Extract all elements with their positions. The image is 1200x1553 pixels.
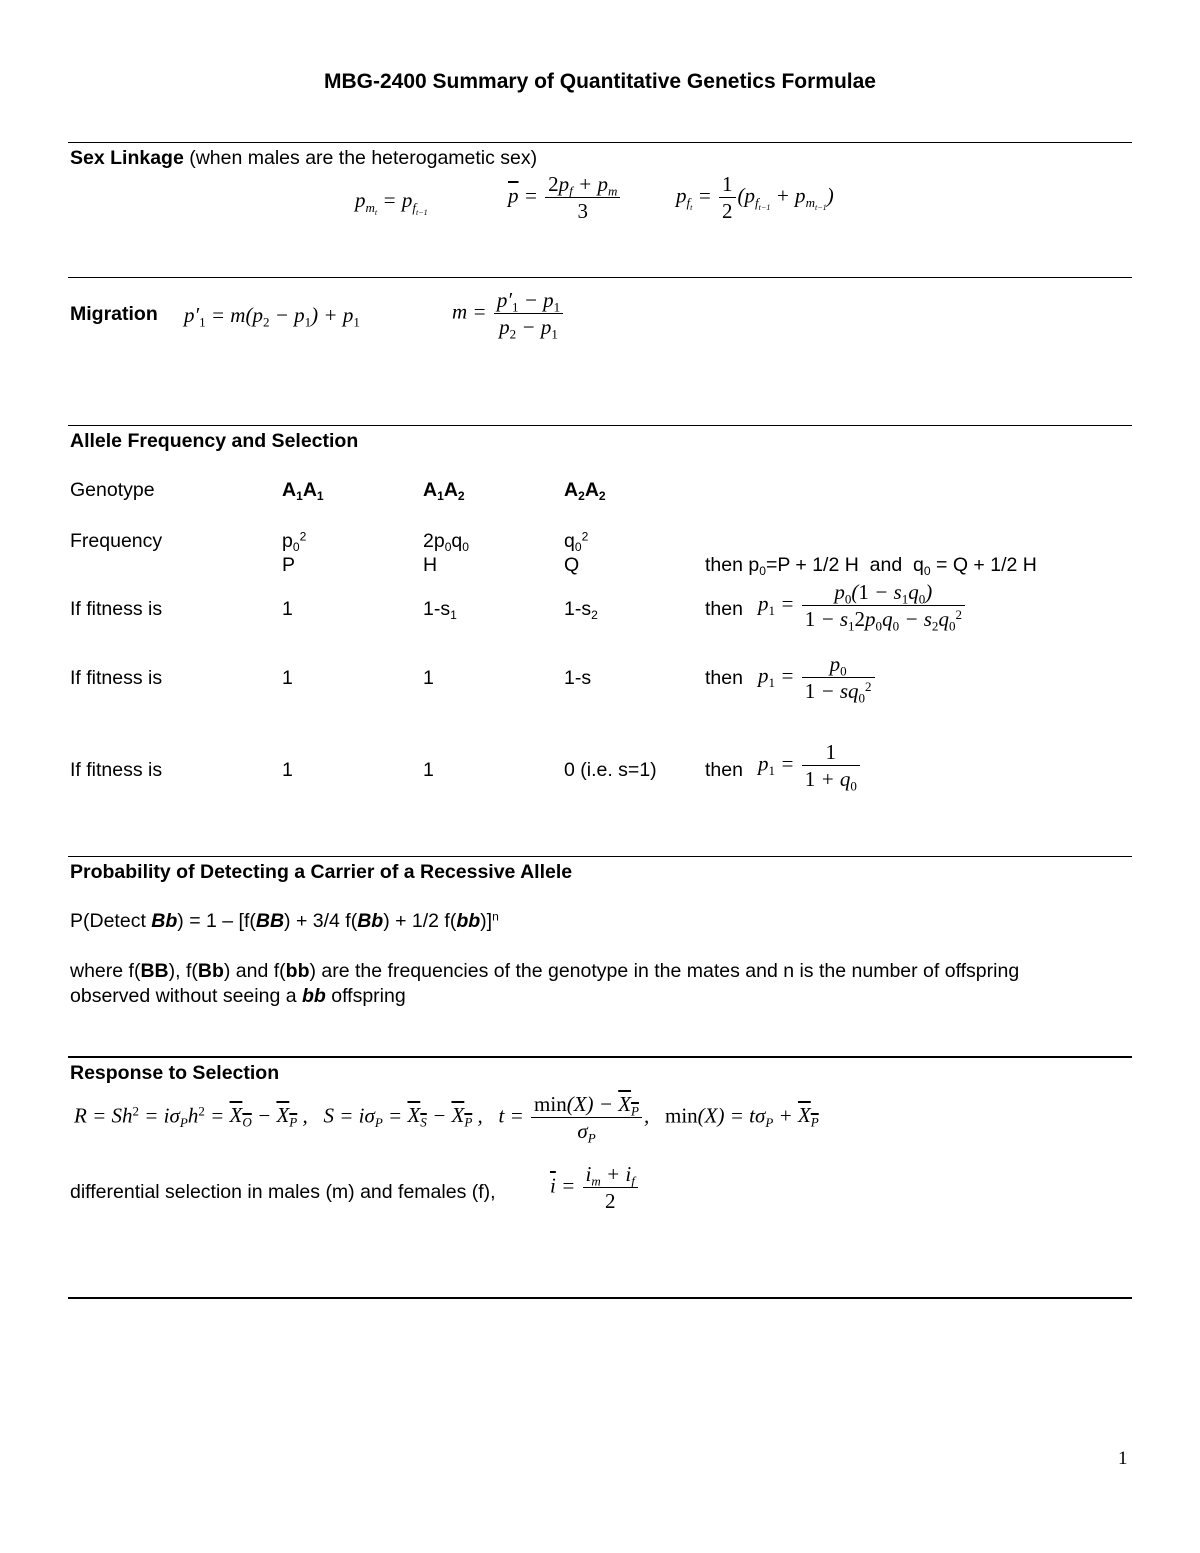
fitness-value: 1-s [423, 598, 451, 620]
formula-female-freq: $p_{f_t}$ = $\frac{1}{2}$ $(p_{f_{t-1}} + p_{m_{t-1}})$ [676, 172, 834, 224]
then-word: then [705, 554, 743, 576]
freq-a2a2: $q_0^2$ [564, 529, 589, 555]
response-heading: Response to Selection [70, 1062, 280, 1084]
freq-a1a2: $2p_0q_0$ [423, 530, 469, 555]
formula-p1-general: $p_1$ = $\frac{p_0(1 - s_1q_0)}{1 - s_12p_0q_0 - s_2q_0^2}$ [758, 580, 967, 631]
where-text: observed without seeing a [70, 985, 297, 1007]
carrier-heading: Probability of Detecting a Carrier of a Recessive Allele [70, 861, 573, 883]
then-label: then [705, 667, 743, 689]
formula-migration-rate: m = $\frac{p'_1 - p_1}{p_2 - p_1}$ [452, 288, 565, 339]
carrier-where-line2: observed without seeing a bb offspring [70, 985, 406, 1007]
divider [68, 1297, 1132, 1299]
selection-heading: Allele Frequency and Selection [70, 430, 359, 452]
carrier-where-line1: where f(BB), f(Bb) and f(bb) are the frequencies of the genotype in the mates and n is the number of offspring [70, 960, 1020, 982]
fitness-a1a1: 1 [282, 759, 293, 781]
fitness-a2a2 [564, 598, 598, 621]
formula-p1-recessive: $p_1$ = $\frac{p_0}{1 - sq_0^2}$ [758, 652, 877, 703]
genotype-a2a2: $A_2A_2$ [564, 479, 606, 504]
where-text: offspring [331, 985, 406, 1007]
genotype-a1a1: $A_1A_1$ [282, 479, 324, 504]
fitness-a1a1: 1 [282, 598, 293, 620]
fitness-a1a2 [423, 598, 457, 621]
where-text: are the frequencies of the genotype in the mates and n is the number of offspring [321, 960, 1020, 982]
fitness-a1a2: 1 [423, 759, 434, 781]
formula-detect-carrier: P(Detect Bb) = 1 – [f(BB) + 3/4 f(Bb) + 1/2 f(bb)]$^n$ [70, 909, 499, 932]
divider [68, 277, 1132, 278]
section-heading: Sex Linkage [70, 147, 184, 169]
and-word: and [869, 554, 903, 576]
formula-p1-lethal: $p_1$ = $\frac{1}{1 + q_0}$ [758, 740, 862, 791]
genotype-a1a2: $A_1A_2$ [423, 479, 465, 504]
freq-alt-b: H [423, 554, 438, 576]
genotype-label: Genotype [70, 479, 155, 501]
divider [68, 856, 1132, 857]
differential-selection-text: differential selection in males (m) and females (f), [70, 1181, 496, 1203]
migration-heading: Migration [70, 303, 158, 325]
then-label: then [705, 759, 743, 781]
fitness-a2a2: 1-s [564, 667, 592, 689]
page-title: MBG-2400 Summary of Quantitative Genetics Formulae [324, 70, 876, 93]
formula-male-freq: $p_{m_t} = p_{f_{t-1}}$ [355, 188, 428, 217]
frequency-label: Frequency [70, 530, 163, 552]
freq-alt-c: Q [564, 554, 580, 576]
fitness-label: If fitness is [70, 759, 163, 781]
subscript: 1 [450, 608, 457, 623]
formula-mean-freq: $\overline{p}$ = $\frac{2p_f + p_m}{3}$ [508, 172, 622, 223]
formula-migration: $p'_1 = m(p_2 - p_1) + p_1$ [184, 303, 360, 330]
section-note: (when males are the heterogametic sex) [189, 147, 538, 169]
divider [68, 425, 1132, 426]
fitness-label: If fitness is [70, 598, 163, 620]
fitness-a1a1: 1 [282, 667, 293, 689]
sex-linkage-heading [70, 147, 537, 170]
divider [68, 142, 1132, 143]
freq-a1a1: $p_0^2$ [282, 529, 307, 555]
fitness-value: 1-s [564, 598, 592, 620]
formula-mean-intensity: $\overline{i}$ = $\frac{i_m + i_f}{2}$ [550, 1162, 640, 1213]
freq-alt-a: P [282, 554, 296, 576]
page-number: 1 [1118, 1448, 1128, 1469]
fitness-a1a2: 1 [423, 667, 434, 689]
divider [68, 1056, 1132, 1058]
freq-relation: then $p_0=P + 1/2$ H and $q_0 = Q + 1/2$ H [705, 554, 1037, 579]
fitness-a2a2: 0 (i.e. s=1) [564, 759, 657, 781]
fitness-label: If fitness is [70, 667, 163, 689]
formula-response: $R = Sh^2 = i\sigma_Ph^2 = X_O - X_P$ , $S = i\sigma_P = X_S - X_P$ , t = $\frac{\min(X) - X_P}{\sigma_P}$ , $\min(X) = t\sigma_P + X_P$ [74, 1092, 819, 1146]
then-label: then [705, 598, 743, 620]
subscript: 2 [591, 608, 598, 623]
